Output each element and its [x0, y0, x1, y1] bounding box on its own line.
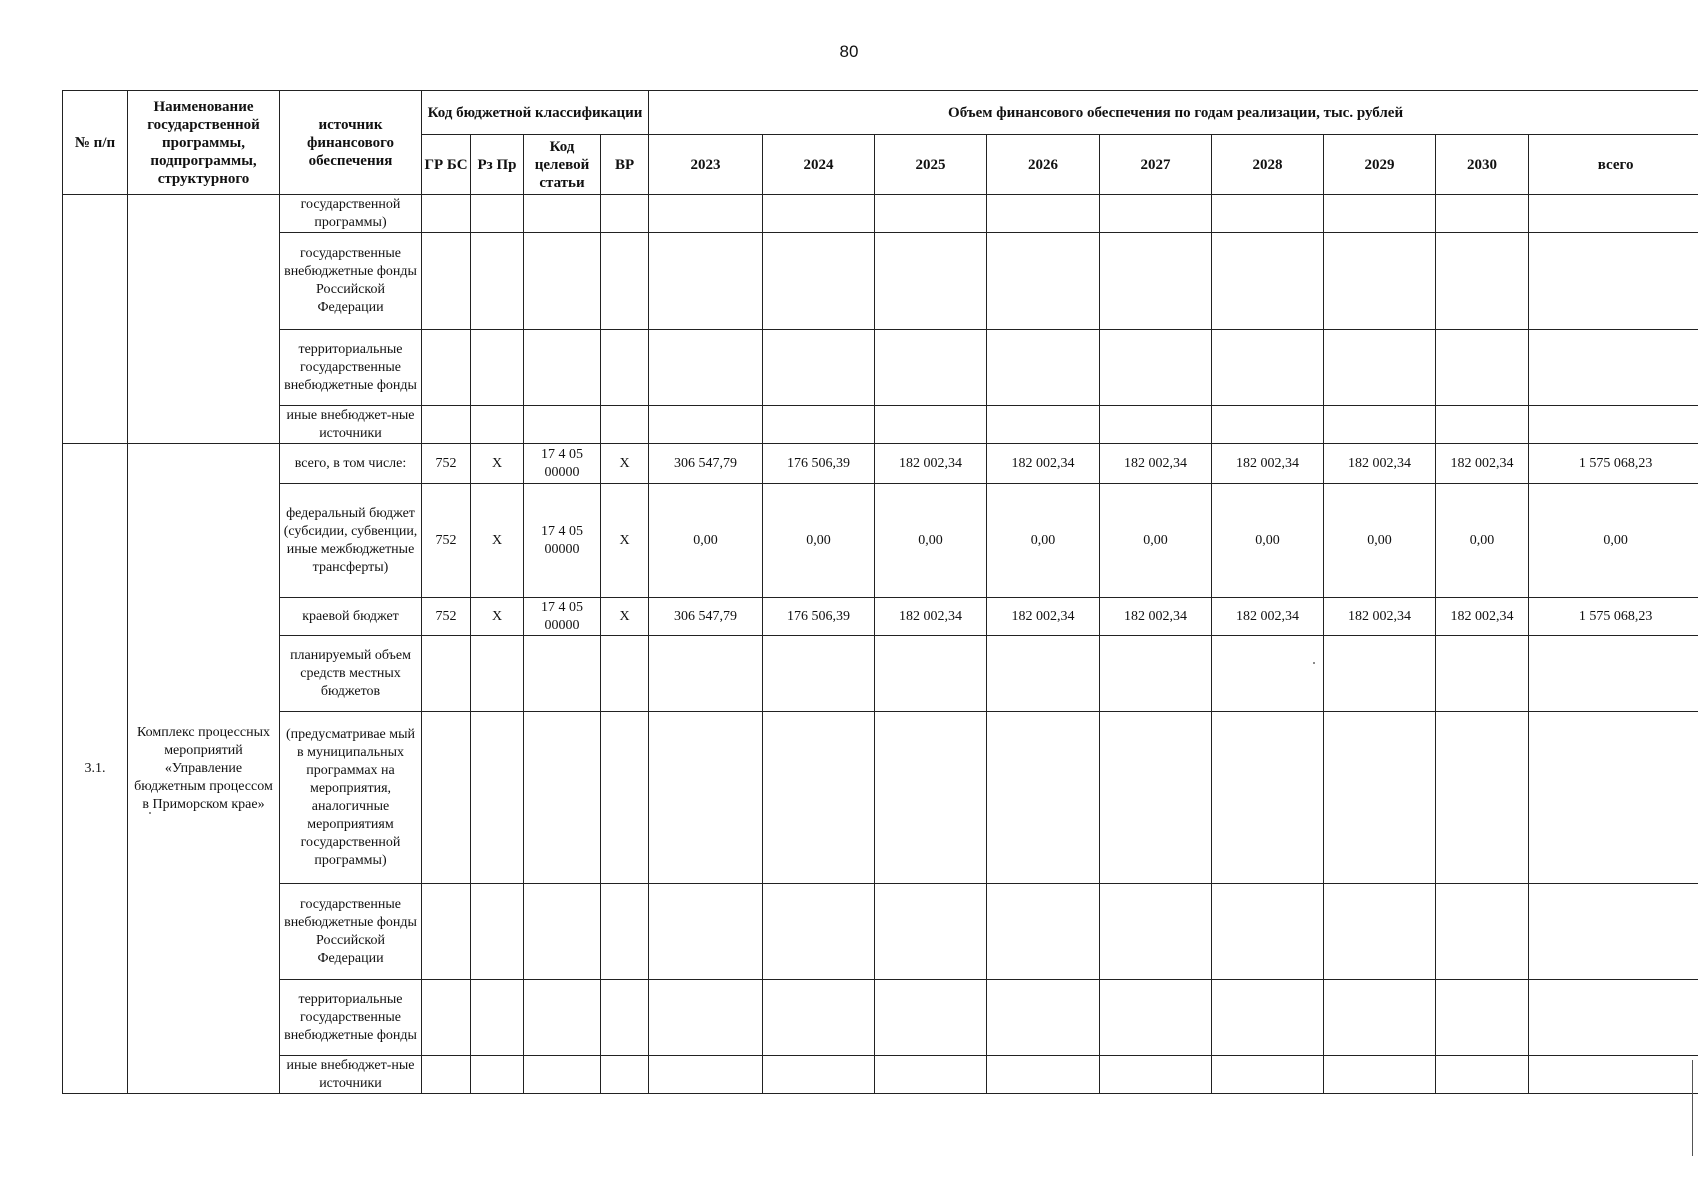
header-num: № п/п [63, 91, 128, 195]
empty-cell [1436, 233, 1529, 330]
grbs-cell: 752 [422, 484, 471, 598]
table-row [63, 484, 1698, 598]
empty-cell [1436, 980, 1529, 1056]
table-row [63, 712, 1698, 884]
source-cell: планируемый объем средств местных бюджетов [280, 636, 422, 712]
empty-cell [524, 712, 601, 884]
empty-cell [1324, 330, 1436, 406]
empty-cell [987, 980, 1100, 1056]
empty-cell [601, 1056, 649, 1094]
header-name: Наименование государственной программы, подпрограммы, структурного [128, 91, 280, 195]
header-year-2023: 2023 [649, 135, 763, 195]
empty-cell [524, 406, 601, 444]
value-cell: 182 002,34 [1324, 444, 1436, 484]
empty-cell [1100, 330, 1212, 406]
value-cell: 176 506,39 [763, 598, 875, 636]
empty-cell [1324, 636, 1436, 712]
vr-cell: Х [601, 598, 649, 636]
header-kbk-group: Код бюджетной классификации [422, 91, 649, 135]
value-cell: 182 002,34 [1324, 598, 1436, 636]
rzpr-cell: Х [471, 598, 524, 636]
empty-cell [1212, 980, 1324, 1056]
empty-cell [1100, 233, 1212, 330]
empty-cell [987, 712, 1100, 884]
value-cell: 182 002,34 [1436, 444, 1529, 484]
empty-cell [1212, 330, 1324, 406]
empty-cell [601, 406, 649, 444]
scan-dot [149, 812, 151, 814]
source-cell: краевой бюджет [280, 598, 422, 636]
empty-cell [1100, 406, 1212, 444]
source-cell: всего, в том числе: [280, 444, 422, 484]
empty-cell [1529, 406, 1698, 444]
empty-cell [422, 1056, 471, 1094]
header-row-1 [63, 91, 1698, 135]
empty-cell [1436, 712, 1529, 884]
table-row [63, 1056, 1698, 1094]
empty-cell [524, 884, 601, 980]
value-cell: 0,00 [763, 484, 875, 598]
empty-cell [763, 884, 875, 980]
value-cell: 0,00 [1212, 484, 1324, 598]
empty-cell [649, 712, 763, 884]
empty-cell [524, 233, 601, 330]
empty-cell [422, 406, 471, 444]
scan-edge-line [1692, 1060, 1693, 1156]
source-cell: иные внебюджет-ные источники [280, 406, 422, 444]
empty-cell [1100, 980, 1212, 1056]
empty-cell [987, 233, 1100, 330]
empty-cell [763, 330, 875, 406]
table-row [63, 233, 1698, 330]
empty-cell [471, 195, 524, 233]
empty-cell [1100, 636, 1212, 712]
empty-cell [875, 195, 987, 233]
empty-cell [1436, 636, 1529, 712]
empty-cell [1100, 195, 1212, 233]
source-cell: иные внебюджет-ные источники [280, 1056, 422, 1094]
table-row [63, 195, 1698, 233]
empty-cell [987, 884, 1100, 980]
value-cell: 306 547,79 [649, 598, 763, 636]
value-cell: 182 002,34 [875, 444, 987, 484]
empty-cell [987, 195, 1100, 233]
empty-cell [1529, 712, 1698, 884]
empty-cell [1529, 980, 1698, 1056]
empty-cell [601, 884, 649, 980]
empty-cell [1324, 712, 1436, 884]
grbs-cell: 752 [422, 598, 471, 636]
empty-cell [422, 233, 471, 330]
item-num: 3.1. [63, 444, 128, 1094]
empty-cell [649, 980, 763, 1056]
empty-cell [1324, 406, 1436, 444]
empty-cell [1100, 884, 1212, 980]
rzpr-cell: Х [471, 444, 524, 484]
empty-cell [471, 636, 524, 712]
header-grbs: ГР БС [422, 135, 471, 195]
table-row [63, 980, 1698, 1056]
empty-cell [524, 195, 601, 233]
rzpr-cell: Х [471, 484, 524, 598]
empty-cell [649, 406, 763, 444]
empty-cell [601, 330, 649, 406]
header-year-2025: 2025 [875, 135, 987, 195]
value-cell: 182 002,34 [987, 598, 1100, 636]
empty-cell [422, 330, 471, 406]
table-row [63, 406, 1698, 444]
empty-cell [649, 884, 763, 980]
value-cell: 182 002,34 [875, 598, 987, 636]
empty-cell [1212, 406, 1324, 444]
source-cell: государственные внебюджетные фонды Российской Федерации [280, 233, 422, 330]
header-kcs: Код целевой статьи [524, 135, 601, 195]
total-cell: 0,00 [1529, 484, 1698, 598]
empty-cell [471, 406, 524, 444]
total-cell: 1 575 068,23 [1529, 444, 1698, 484]
empty-cell [1324, 884, 1436, 980]
table-row [63, 598, 1698, 636]
budget-table [62, 90, 1698, 1094]
empty-cell [1212, 712, 1324, 884]
empty-cell [649, 330, 763, 406]
empty-cell [649, 636, 763, 712]
empty-cell [1212, 884, 1324, 980]
header-year-2028: 2028 [1212, 135, 1324, 195]
empty-cell [422, 884, 471, 980]
empty-cell [875, 233, 987, 330]
value-cell: 0,00 [1100, 484, 1212, 598]
empty-cell [601, 195, 649, 233]
vr-cell: Х [601, 484, 649, 598]
value-cell: 306 547,79 [649, 444, 763, 484]
empty-cell [422, 712, 471, 884]
empty-cell [987, 636, 1100, 712]
kcs-cell: 17 4 05 00000 [524, 598, 601, 636]
header-rzpr: Рз Пр [471, 135, 524, 195]
value-cell: 182 002,34 [987, 444, 1100, 484]
source-cell: государственные внебюджетные фонды Российской Федерации [280, 884, 422, 980]
empty-cell [875, 884, 987, 980]
scan-dot [1313, 662, 1315, 664]
empty-cell [649, 1056, 763, 1094]
kcs-cell: 17 4 05 00000 [524, 444, 601, 484]
empty-cell [601, 636, 649, 712]
empty-cell [987, 330, 1100, 406]
header-volume-group: Объем финансового обеспечения по годам реализации, тыс. рублей [649, 91, 1698, 135]
header-year-2024: 2024 [763, 135, 875, 195]
empty-cell [875, 980, 987, 1056]
source-cell: территориальные государственные внебюджетные фонды [280, 330, 422, 406]
value-cell: 0,00 [875, 484, 987, 598]
grbs-cell: 752 [422, 444, 471, 484]
empty-cell [422, 636, 471, 712]
empty-cell [1436, 884, 1529, 980]
empty-cell [422, 980, 471, 1056]
empty-cell [763, 406, 875, 444]
empty-cell [1529, 1056, 1698, 1094]
empty-cell [875, 636, 987, 712]
empty-cell [524, 980, 601, 1056]
header-year-2029: 2029 [1324, 135, 1436, 195]
header-vr: ВР [601, 135, 649, 195]
prev-num-cell [63, 195, 128, 444]
empty-cell [471, 1056, 524, 1094]
value-cell: 182 002,34 [1212, 598, 1324, 636]
empty-cell [763, 712, 875, 884]
empty-cell [1212, 195, 1324, 233]
value-cell: 182 002,34 [1100, 598, 1212, 636]
source-cell: государственной программы) [280, 195, 422, 233]
header-total: всего [1529, 135, 1698, 195]
empty-cell [763, 233, 875, 330]
empty-cell [875, 330, 987, 406]
empty-cell [763, 195, 875, 233]
source-cell: территориальные государственные внебюджетные фонды [280, 980, 422, 1056]
empty-cell [875, 1056, 987, 1094]
empty-cell [471, 712, 524, 884]
empty-cell [763, 980, 875, 1056]
empty-cell [524, 1056, 601, 1094]
vr-cell: Х [601, 444, 649, 484]
empty-cell [1100, 712, 1212, 884]
kcs-cell: 17 4 05 00000 [524, 484, 601, 598]
empty-cell [601, 233, 649, 330]
empty-cell [763, 636, 875, 712]
header-year-2026: 2026 [987, 135, 1100, 195]
table-row [63, 884, 1698, 980]
empty-cell [1324, 195, 1436, 233]
prev-name-cell [128, 195, 280, 444]
empty-cell [1529, 884, 1698, 980]
empty-cell [1436, 406, 1529, 444]
empty-cell [601, 712, 649, 884]
empty-cell [524, 330, 601, 406]
empty-cell [875, 406, 987, 444]
empty-cell [1212, 233, 1324, 330]
empty-cell [1212, 1056, 1324, 1094]
value-cell: 0,00 [1436, 484, 1529, 598]
page-number: 80 [839, 42, 859, 61]
table-row [63, 444, 1698, 484]
empty-cell [763, 1056, 875, 1094]
header-source: источник финансового обеспечения [280, 91, 422, 195]
empty-cell [1529, 195, 1698, 233]
value-cell: 182 002,34 [1212, 444, 1324, 484]
empty-cell [649, 233, 763, 330]
empty-cell [471, 980, 524, 1056]
table-row [63, 636, 1698, 712]
empty-cell [1436, 1056, 1529, 1094]
empty-cell [1212, 636, 1324, 712]
empty-cell [987, 406, 1100, 444]
empty-cell [875, 712, 987, 884]
empty-cell [1529, 330, 1698, 406]
empty-cell [1100, 1056, 1212, 1094]
value-cell: 182 002,34 [1436, 598, 1529, 636]
empty-cell [422, 195, 471, 233]
value-cell: 176 506,39 [763, 444, 875, 484]
empty-cell [471, 884, 524, 980]
empty-cell [471, 330, 524, 406]
empty-cell [1436, 195, 1529, 233]
header-year-2030: 2030 [1436, 135, 1529, 195]
empty-cell [649, 195, 763, 233]
empty-cell [1324, 1056, 1436, 1094]
empty-cell [1324, 980, 1436, 1056]
empty-cell [1324, 233, 1436, 330]
value-cell: 0,00 [987, 484, 1100, 598]
empty-cell [1529, 233, 1698, 330]
empty-cell [1529, 636, 1698, 712]
empty-cell [471, 233, 524, 330]
empty-cell [987, 1056, 1100, 1094]
value-cell: 0,00 [649, 484, 763, 598]
item-name: Комплекс процессных мероприятий «Управление бюджетным процессом в Приморском крае» [128, 444, 280, 1094]
source-cell: федеральный бюджет (субсидии, субвенции, иные межбюджетные трансферты) [280, 484, 422, 598]
value-cell: 182 002,34 [1100, 444, 1212, 484]
empty-cell [601, 980, 649, 1056]
total-cell: 1 575 068,23 [1529, 598, 1698, 636]
source-cell: (предусматривае мый в муниципальных программах на мероприятия, аналогичные мероприятиям государственной программы) [280, 712, 422, 884]
header-year-2027: 2027 [1100, 135, 1212, 195]
empty-cell [1436, 330, 1529, 406]
table-row [63, 330, 1698, 406]
value-cell: 0,00 [1324, 484, 1436, 598]
empty-cell [524, 636, 601, 712]
